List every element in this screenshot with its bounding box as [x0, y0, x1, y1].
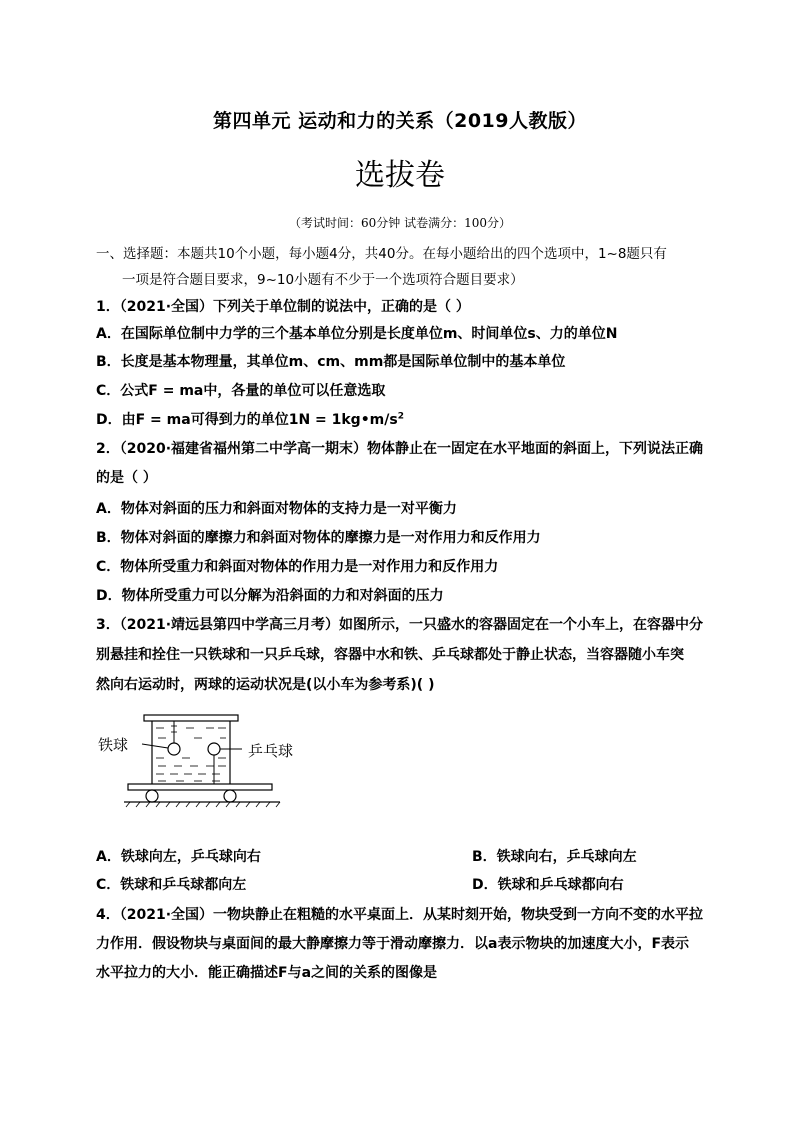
cart-platform [128, 784, 272, 790]
q3-stem-line3: 然向右运动时，两球的运动状况是(以小车为参考系)( ) [96, 677, 435, 693]
q2-option-a: A．物体对斜面的压力和斜面对物体的支持力是一对平衡力 [96, 501, 457, 517]
q2-option-c: C．物体所受重力和斜面对物体的作用力是一对作用力和反作用力 [96, 559, 499, 575]
q3-figure [96, 712, 296, 808]
q1-stem: 1．（2021·全国）下列关于单位制的说法中，正确的是（ ） [96, 299, 470, 315]
q1-option-a: A．在国际单位制中力学的三个基本单位分别是长度单位m、时间单位s、力的单位N [96, 326, 618, 342]
q4-stem-line1: 4．（2021·全国）一物块静止在粗糙的水平桌面上．从某时刻开始，物块受到一方向不变的水平拉 [96, 907, 704, 923]
q3-option-b: B．铁球向右，乒乓球向左 [472, 849, 637, 865]
section-instructions-line2: 一项是符合题目要求，9~10小题有不少于一个选项符合题目要求） [122, 272, 524, 288]
page-subtitle: 选拔卷 [355, 158, 445, 193]
q3-options-row1 [96, 846, 716, 866]
q3-option-c: C．铁球和乒乓球都向左 [96, 877, 247, 893]
iron-ball-label: 铁球 [98, 736, 129, 754]
cart-wheel-left [146, 790, 158, 802]
section-instructions-line1: 一、选择题：本题共10个小题，每小题4分，共40分。在每小题给出的四个选项中，1~8题只有 [96, 246, 667, 262]
pingpong-ball-label: 乒乓球 [248, 742, 294, 760]
cart-wheel-right [224, 790, 236, 802]
iron-ball [168, 743, 180, 755]
q2-option-b: B．物体对斜面的摩擦力和斜面对物体的摩擦力是一对作用力和反作用力 [96, 530, 541, 546]
q1-option-d-text: D．由F = ma可得到力的单位1N = 1kg•m/s [96, 412, 398, 428]
q3-stem-line2: 别悬挂和拴住一只铁球和一只乒乓球，容器中水和铁、乒乓球都处于静止状态，当容器随小车突 [96, 647, 684, 663]
q4-stem-line3: 水平拉力的大小．能正确描述F与a之间的关系的图像是 [96, 965, 438, 981]
q3-option-d: D．铁球和乒乓球都向右 [472, 877, 624, 893]
q4-stem-line2: 力作用．假设物块与桌面间的最大静摩擦力等于滑动摩擦力．以a表示物块的加速度大小，F表示 [96, 936, 690, 952]
q1-option-d [96, 409, 716, 429]
q1-option-c: C．公式F = ma中，各量的单位可以任意选取 [96, 383, 386, 399]
pingpong-ball [208, 743, 220, 755]
q3-stem-line1: 3．（2021·靖远县第四中学高三月考）如图所示，一只盛水的容器固定在一个小车上，在容器中分 [96, 617, 704, 633]
q1-option-b: B．长度是基本物理量，其单位m、cm、mm都是国际单位制中的基本单位 [96, 354, 566, 370]
page-title: 第四单元 运动和力的关系（2019人教版） [213, 110, 587, 132]
exam-info: （考试时间：60分钟 试卷满分：100分） [289, 216, 511, 230]
q2-option-d: D．物体所受重力可以分解为沿斜面的力和对斜面的压力 [96, 588, 444, 604]
q1-option-d-superscript: 2 [397, 411, 404, 422]
q2-stem-line1: 2．（2020·福建省福州第二中学高一期末）物体静止在一固定在水平地面的斜面上，下列说法正确 [96, 441, 704, 457]
q3-option-a: A．铁球向左，乒乓球向右 [96, 849, 261, 865]
q2-stem-line2: 的是（ ） [96, 470, 157, 486]
q3-options-row2 [96, 874, 716, 894]
